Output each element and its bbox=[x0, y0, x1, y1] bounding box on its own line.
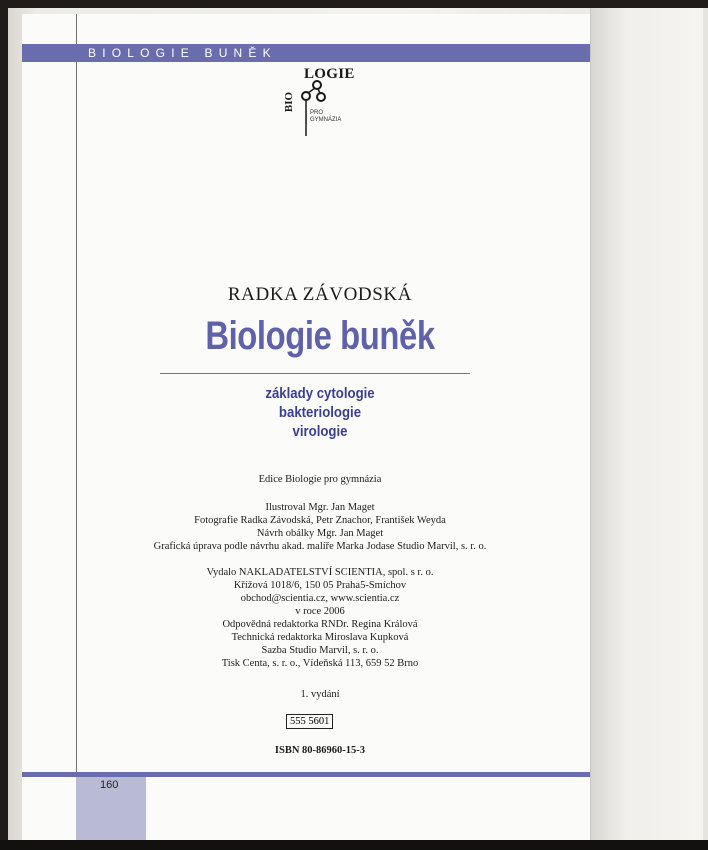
logo-sub-line: PRO bbox=[310, 110, 324, 116]
author-name: RADKA ZÁVODSKÁ bbox=[227, 284, 413, 305]
title-underline bbox=[160, 373, 470, 374]
scan-border bbox=[0, 840, 708, 850]
credit-line: Fotografie Radka Závodská, Petr Znachor, František Weyda bbox=[194, 515, 446, 526]
publisher-block bbox=[120, 566, 520, 670]
publisher-line: Vydalo NAKLADATELSTVÍ SCIENTIA, spol. s r. o. bbox=[206, 567, 434, 578]
catalog-code-box: 555 5601 bbox=[286, 714, 333, 729]
credit-line: Návrh obálky Mgr. Jan Maget bbox=[256, 528, 384, 539]
logo-sub-line: GYMNÁZIA bbox=[310, 117, 342, 123]
isbn: ISBN 80-86960-15-3 bbox=[274, 745, 366, 756]
edition-line: Edice Biologie pro gymnázia bbox=[258, 474, 382, 485]
series-logo bbox=[283, 66, 376, 148]
publisher-line: v roce 2006 bbox=[295, 606, 345, 617]
publisher-line: Sazba Studio Marvil, s. r. o. bbox=[261, 645, 379, 656]
publisher-line: obchod@scientia.cz, www.scientia.cz bbox=[240, 593, 400, 604]
credit-line: Ilustroval Mgr. Jan Maget bbox=[265, 502, 375, 513]
edition-number: 1. vydání bbox=[300, 689, 340, 700]
logo-subtitle bbox=[306, 110, 370, 124]
logo-vertical-text: BIO bbox=[283, 91, 296, 113]
publisher-line: Tisk Centa, s. r. o., Vídeňská 113, 659 52 Brno bbox=[221, 658, 419, 669]
adjacent-page-edge bbox=[590, 8, 703, 840]
publisher-line: Křížová 1018/6, 150 05 Praha5-Smíchov bbox=[233, 580, 407, 591]
subtitle-line: virologie bbox=[292, 423, 348, 440]
subtitle-line: bakteriologie bbox=[278, 404, 362, 421]
book-title: Biologie buněk bbox=[205, 314, 435, 358]
publisher-line: Technická redaktorka Miroslava Kupková bbox=[231, 632, 409, 643]
page-number: 160 bbox=[100, 779, 119, 791]
series-title: BIOLOGIE BUNĚK bbox=[88, 46, 277, 60]
publisher-line: Odpovědná redaktorka RNDr. Regina Králová bbox=[222, 619, 418, 630]
credit-line: Grafická úprava podle návrhu akad. malíře Marka Jodase Studio Marvil, s. r. o. bbox=[153, 541, 487, 552]
margin-rule bbox=[76, 14, 77, 774]
logo-wordmark: LOGIE bbox=[304, 66, 355, 82]
subtitle-line: základy cytologie bbox=[265, 385, 375, 402]
credits-block bbox=[80, 501, 560, 553]
